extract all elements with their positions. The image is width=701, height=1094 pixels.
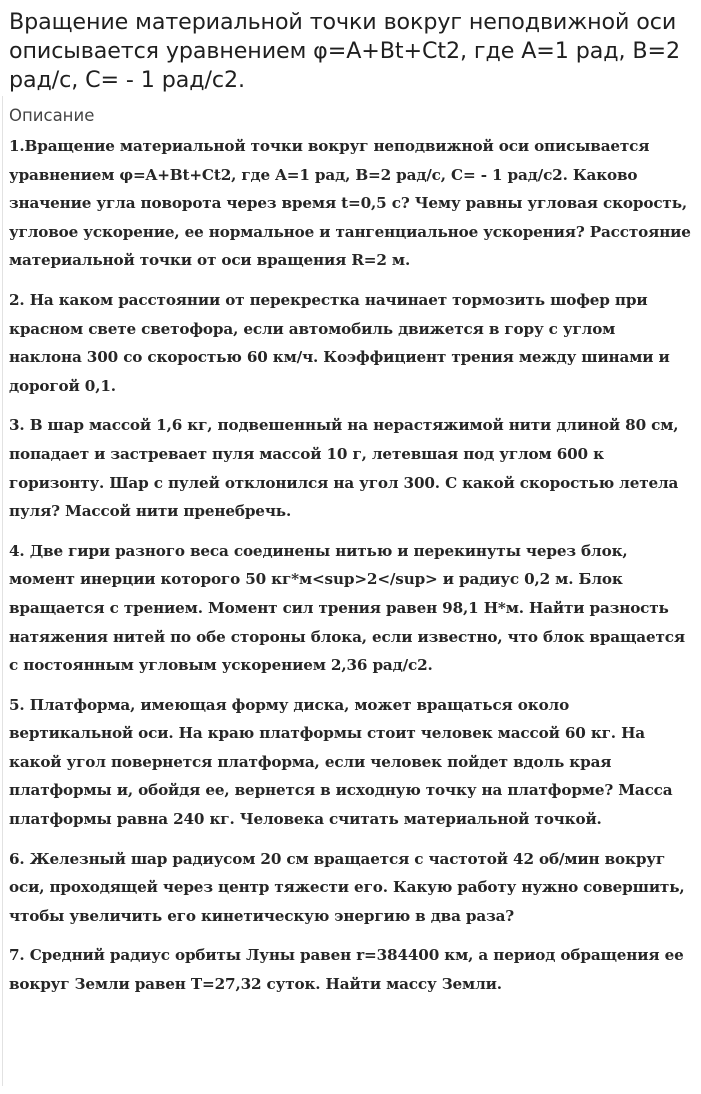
problem-4: 4. Две гири разного веса соединены нитью и перекинуты через блок, момент инерции которого 50 кг*м<sup>2</sup> и радиус 0,2 м. Блок вращается с трением. Момент сил трения равен 98,1 Н*м. Найти разность натяжения нитей по обе стороны блока, если известно, что блок вращается с постоянным угловым ускорением 2,36 рад/с2. [9,541,685,675]
problem-1: 1.Вращение материальной точки вокруг неподвижной оси описывается уравнением φ=A+Bt+Ct2, где A=1 рад, B=2 рад/с, C= - 1 рад/с2. Каково значение угла поворота через время t=0,5 с? Чему равны угловая скорость, угловое ускорение, ее нормальное и тангенциальное ускорения? Расстояние материальной точки от оси вращения R=2 м. [9,137,691,270]
problem-7: 7. Средний радиус орбиты Луны равен r=384400 км, а период обращения ее вокруг Земли равен T=27,32 суток. Найти массу Земли. [9,946,684,994]
page-title: Вращение материальной точки вокруг неподвижной оси описывается уравнением φ=A+Bt+Ct2, где A=1 рад, B=2 рад/с, C= - 1 рад/с2. [9,9,680,93]
problem-3: 3. В шар массой 1,6 кг, подвешенный на нерастяжимой нити длиной 80 см, попадает и застревает пуля массой 10 г, летевшая под углом 600 к горизонту. Шар с пулей отклонился на угол 300. С какой скоростью летела пуля? Массой нити пренебречь. [9,416,679,521]
left-divider [2,96,3,1086]
description-label: Описание [9,106,95,125]
problem-5: 5. Платформа, имеющая форму диска, может вращаться около вертикальной оси. На краю платформы стоит человек массой 60 кг. На какой угол повернется платформа, если человек пойдет вдоль края платформы и, обойдя ее, вернется в исходную точку на платформе? Масса платформы равна 240 кг. Человека считать материальной точкой. [9,695,673,829]
problem-list [9,132,693,999]
problem-2: 2. На каком расстоянии от перекрестка начинает тормозить шофер при красном свете светофора, если автомобиль движется в гору с углом наклона 300 со скоростью 60 км/ч. Коэффициент трения между шинами и дорогой 0,1. [9,290,670,395]
problem-6: 6. Железный шар радиусом 20 см вращается с частотой 42 об/мин вокруг оси, проходящей через центр тяжести его. Какую работу нужно совершить, чтобы увеличить его кинетическую энергию в два раза? [9,849,685,925]
